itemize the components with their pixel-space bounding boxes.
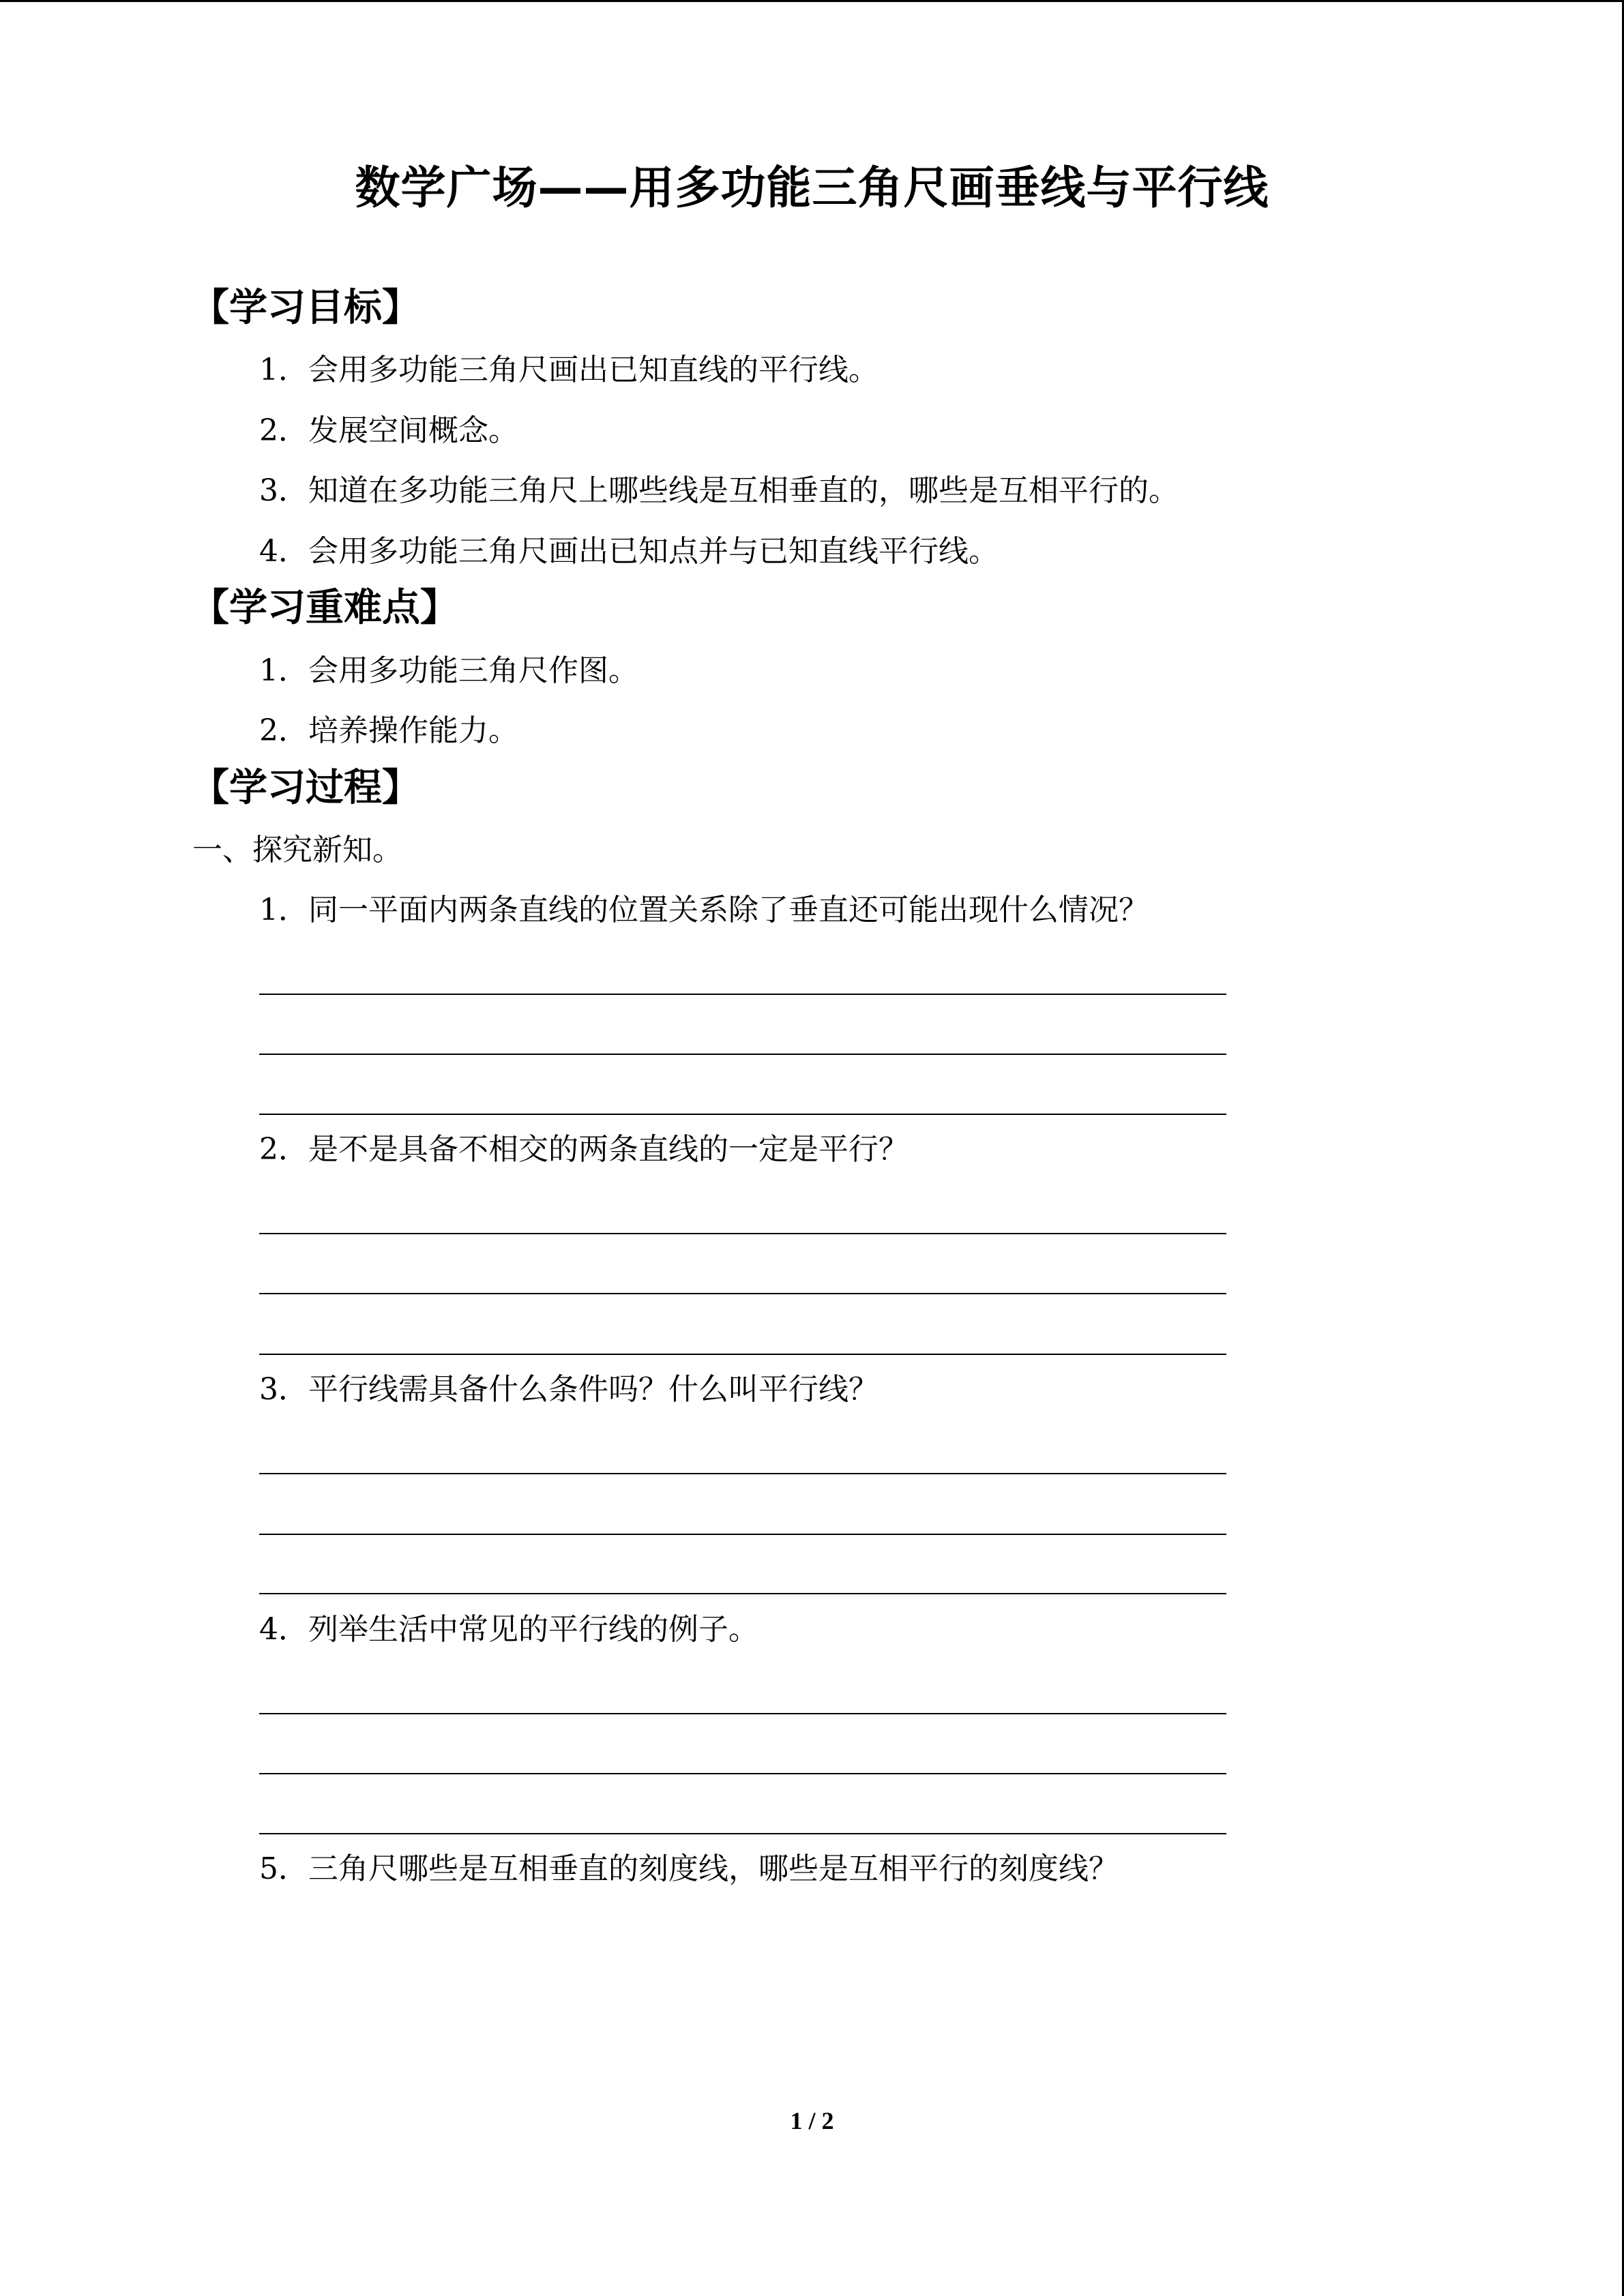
answer-line[interactable]: [259, 1534, 1226, 1535]
page-top-border: [0, 0, 1624, 2]
question-4: 4．列举生活中常见的平行线的例子。: [259, 1612, 758, 1647]
section-title: 一、探究新知。: [192, 833, 402, 867]
objectives-heading: 【学习目标】: [191, 286, 420, 330]
page-number: 1 / 2: [790, 2107, 834, 2134]
answer-line[interactable]: [259, 1833, 1226, 1834]
answer-line[interactable]: [259, 1354, 1226, 1355]
answer-line[interactable]: [259, 1713, 1226, 1714]
question-1: 1．同一平面内两条直线的位置关系除了垂直还可能出现什么情况？: [259, 893, 1149, 927]
question-2: 2．是不是具备不相交的两条直线的一定是平行？: [259, 1132, 909, 1167]
answer-line[interactable]: [259, 1233, 1226, 1234]
answer-line[interactable]: [259, 1114, 1226, 1115]
answer-line[interactable]: [259, 1054, 1226, 1055]
answer-line[interactable]: [259, 1593, 1226, 1594]
answer-line[interactable]: [259, 1773, 1226, 1774]
key-point-item: 2．培养操作能力。: [259, 713, 518, 748]
key-points-heading: 【学习重难点】: [191, 586, 458, 630]
document-title: 数学广场——用多功能三角尺画垂线与平行线: [355, 162, 1269, 214]
key-point-item: 1．会用多功能三角尺作图。: [259, 653, 638, 688]
process-heading: 【学习过程】: [191, 766, 420, 810]
question-5: 5．三角尺哪些是互相垂直的刻度线，哪些是互相平行的刻度线？: [259, 1851, 1119, 1886]
answer-line[interactable]: [259, 994, 1226, 995]
objective-item: 3．知道在多功能三角尺上哪些线是互相垂直的，哪些是互相平行的。: [259, 473, 1179, 508]
answer-line[interactable]: [259, 1293, 1226, 1294]
objective-item: 1．会用多功能三角尺画出已知直线的平行线。: [259, 353, 879, 387]
answer-line[interactable]: [259, 1473, 1226, 1474]
objective-item: 4．会用多功能三角尺画出已知点并与已知直线平行线。: [259, 534, 999, 569]
objective-item: 2．发展空间概念。: [259, 413, 518, 448]
question-3: 3．平行线需具备什么条件吗？什么叫平行线？: [259, 1372, 879, 1407]
